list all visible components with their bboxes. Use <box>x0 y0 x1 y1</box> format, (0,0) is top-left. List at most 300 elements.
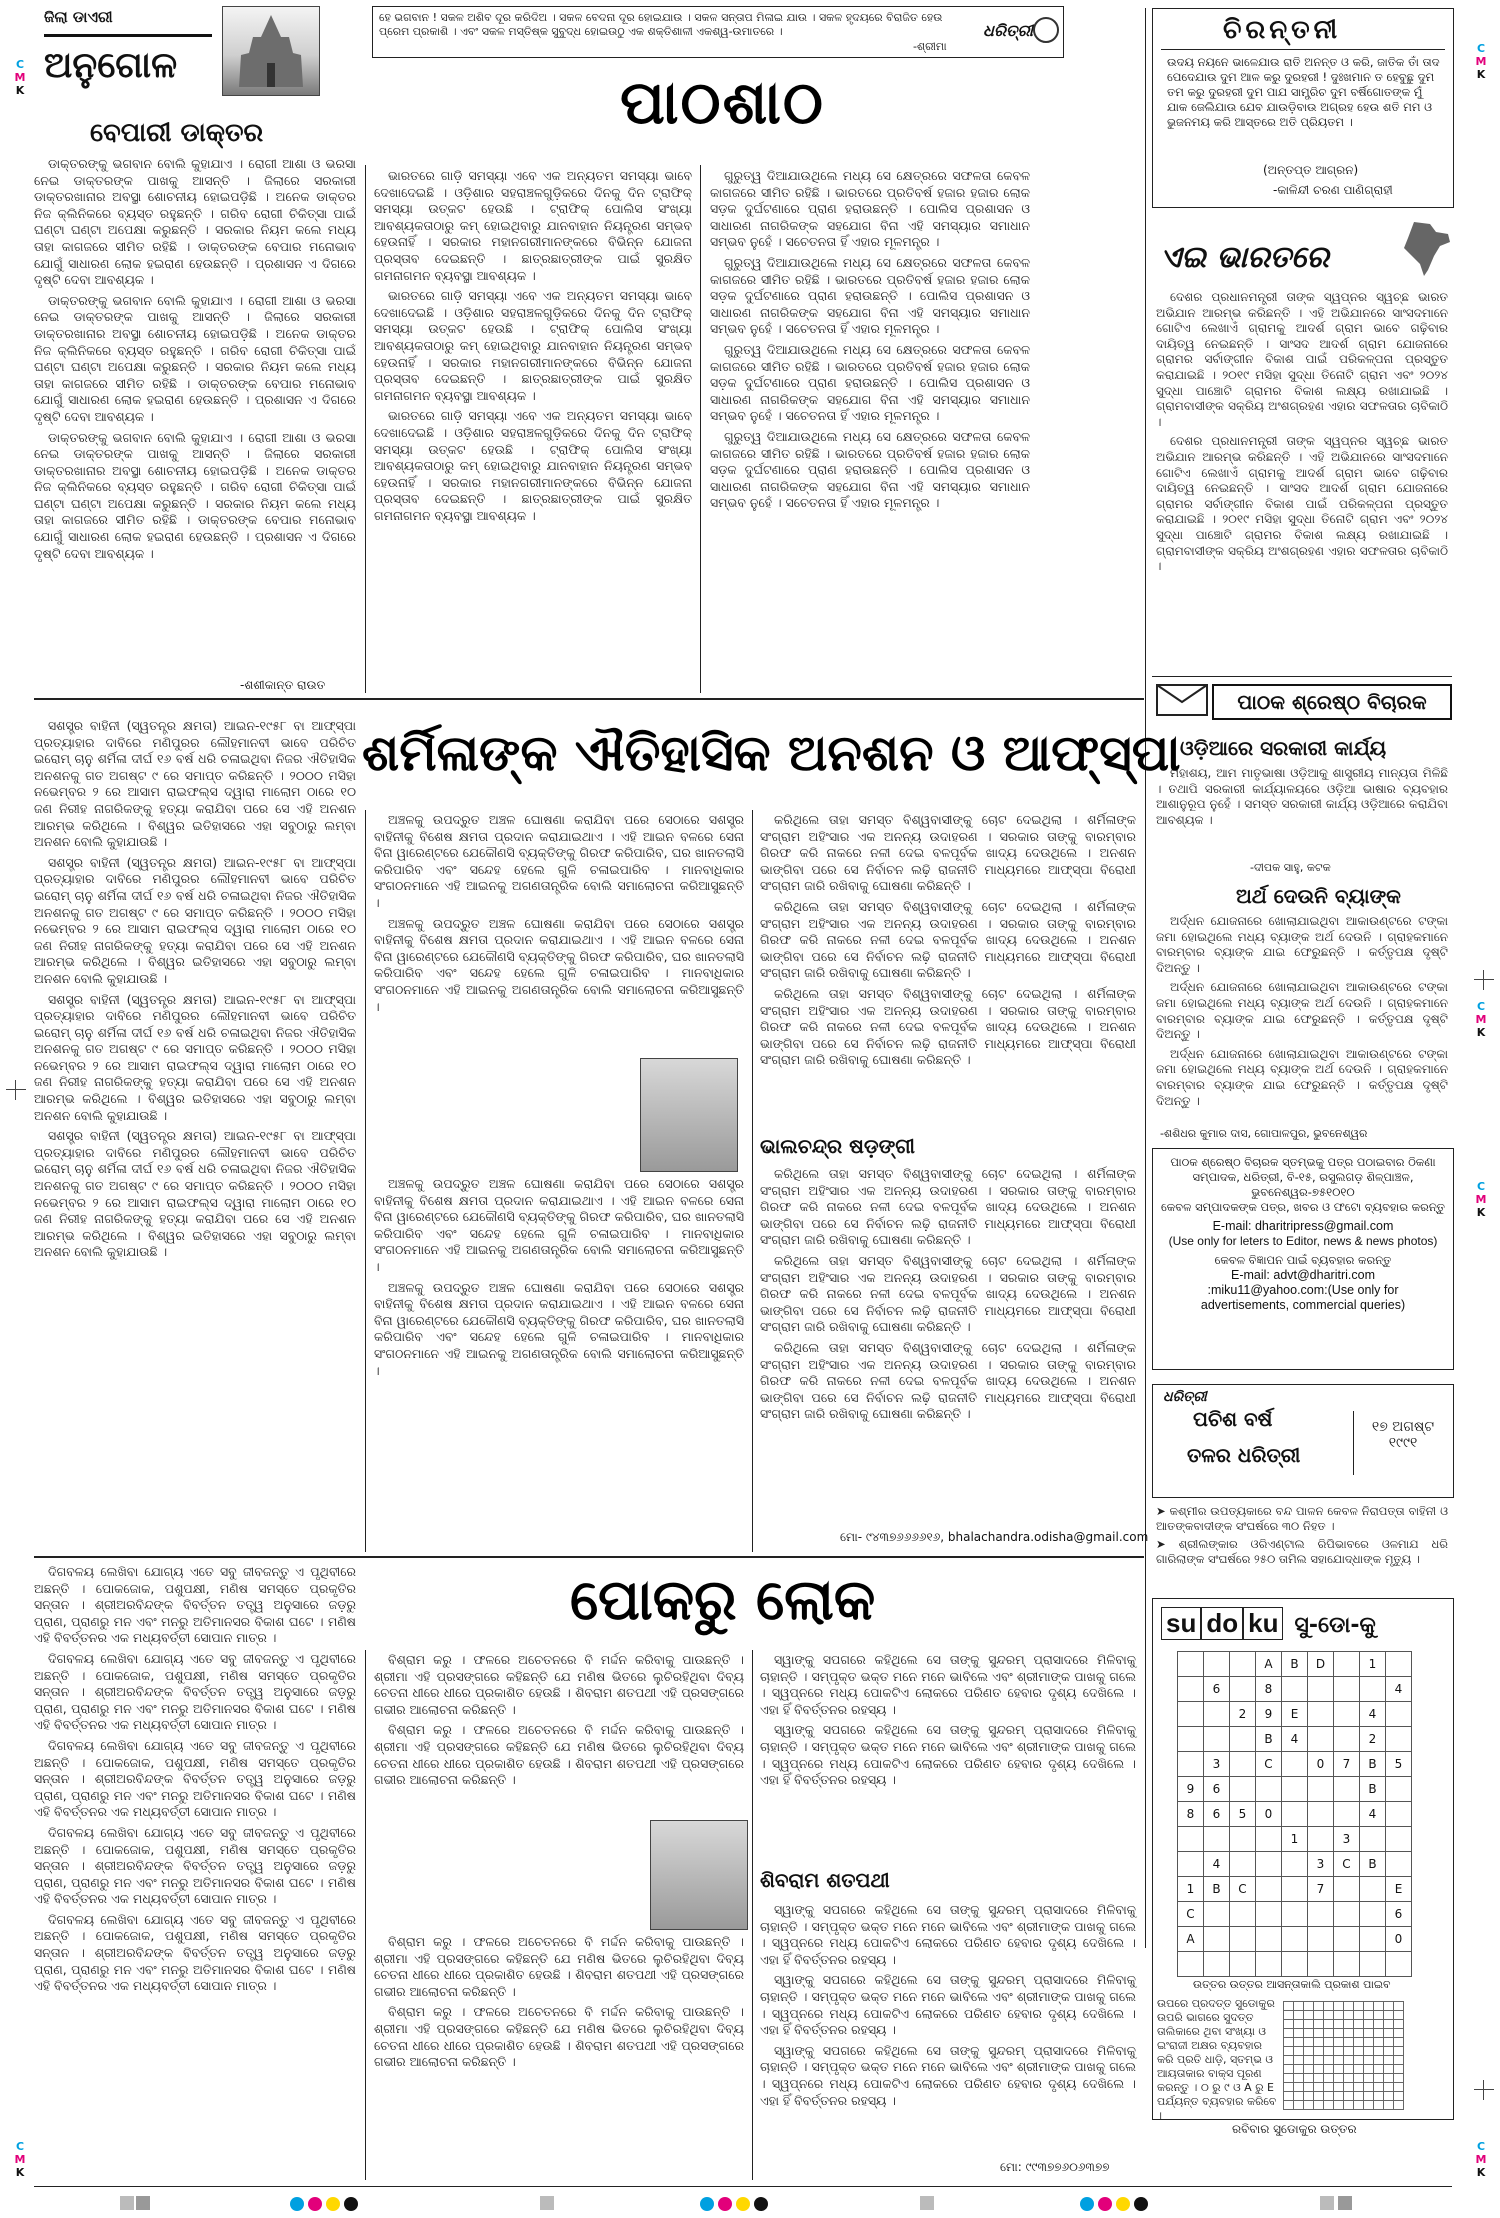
sudoku-cell <box>1204 1827 1230 1852</box>
solution-cell <box>1394 2038 1404 2047</box>
solution-cell <box>1294 2074 1304 2083</box>
solution-cell <box>1394 2092 1404 2101</box>
sudoku-cell: 2 <box>1230 1702 1256 1727</box>
sudoku-cell: B <box>1360 1777 1386 1802</box>
sudoku-cell <box>1334 1727 1360 1752</box>
solution-cell <box>1334 2020 1344 2029</box>
solution-cell <box>1394 2065 1404 2074</box>
pokaru-col-2: ବିଶ୍ରାମ କରୁ । ଫଳରେ ଅଚେତନରେ ବି ମର୍ଦ୍ଦନ କରିବାକୁ ପାଉଛନ୍ତି । ଶ୍ରୀମା ଏହି ପ୍ରସଙ୍ଗରେ କହିଛନ୍ତି ଯେ ମଣିଷ ଭିତରେ ଲୁଚିରହିଥିବା ଦିବ୍ୟ ଚେତନା ଧୀରେ ଧୀରେ ପ୍ରକାଶିତ ହେଉଛି । ଶିବରାମ ଶତପଥୀ ଏହି ପ୍ରସଙ୍ଗରେ ଗଭୀର ଆଲୋଚନା କରିଛନ୍ତି । ବିଶ୍ରାମ କରୁ । ଫଳରେ ଅଚେତନରେ ବି ମର୍ଦ୍ଦନ କରିବାକୁ ପାଉଛନ୍ତି । ଶ୍ରୀମା ଏହି ପ୍ରସଙ୍ଗରେ କହିଛନ୍ତି ଯେ ମଣିଷ ଭିତରେ ଲୁଚିରହିଥିବା ଦିବ୍ୟ ଚେତନା ଧୀରେ ଧୀରେ ପ୍ରକାଶିତ ହେଉଛି । ଶିବରାମ ଶତପଥୀ ଏହି ପ୍ରସଙ୍ଗରେ ଗଭୀର ଆଲୋଚନା କରିଛନ୍ତି । <box>374 1652 744 1788</box>
solution-cell <box>1314 2002 1324 2011</box>
history-item-2: ➤ ଶ୍ରୀଲଙ୍କାର ଓରିଏଣ୍ଟାଲ ରିପିଭାବରେ ଓଳମାଯ ଧରି ଗାରିଲାଙ୍କ ସଂଘର୍ଷରେ ୨୫୦ ତାମିଲ ସହାଯୋଦ୍ଧାଙ୍କ ମୃତ୍ୟୁ । <box>1156 1537 1449 1566</box>
sudoku-cell <box>1178 1652 1204 1677</box>
sharmila-headline: ଶର୍ମିଳାଙ୍କ ଐତିହାସିକ ଅନଶନ ଓ ଆଫ୍‌ସ୍ପା <box>362 724 1181 782</box>
solution-cell <box>1284 2029 1294 2038</box>
letter-2-title: ଅର୍ଥ ଦେଉନି ବ୍ୟାଙ୍କ <box>1236 884 1401 908</box>
sudoku-cell: 0 <box>1308 1752 1334 1777</box>
chirantani-poem: ଉଦୟ ନୟନେ ଭାଳେଯାଉ ରାତି ଅନନ୍ତ ଓ କରି, ଜାତିକ ତାଁ ତାଦ ପେଦେଯାଉ ଦୁମ ଆଳ କରୁ ଦୁରହରୀ ! ଦୁଃଖମାନ ତ ହେବୁଛୁ ଦୁମ ତମ କରୁ ଦୁରହରୀ ଦୁମ ପାଯ ସାମ୍ପ୍ରିଚ ଦୁମ ବର୍ଷିଗୋତଙ୍କ ମୁଁ ଯାକ ଜେଲିଯାଉ ଯେବ ଯାଉଡ଼ିବାଉ ଅଗ୍ରହ ହେଉ ଶତି ମମ ଓ ଭୁଜନମୟ କରି ଆସ୍ତରେ ଅତି ପ୍ରିୟତମ । <box>1167 55 1440 129</box>
sudoku-cell <box>1282 1777 1308 1802</box>
sudoku-cell <box>1386 1727 1412 1752</box>
chirantani-source: (ଅନ୍ତପ୍ତ ଆଗ୍ରନ) <box>1263 163 1359 177</box>
solution-cell <box>1374 2056 1384 2065</box>
solution-cell <box>1364 2011 1374 2020</box>
envelope-icon <box>1156 684 1208 716</box>
solution-cell <box>1314 2083 1324 2092</box>
sudoku-cell <box>1334 1777 1360 1802</box>
solution-cell <box>1354 2092 1364 2101</box>
sudoku-cell: D <box>1308 1652 1334 1677</box>
solution-cell <box>1344 2083 1354 2092</box>
sudoku-cell <box>1360 1677 1386 1702</box>
solution-row <box>1284 2047 1404 2056</box>
sudoku-answer-label: ରବିବାର ସୁଡୋକୁର ଉତ୍ତର <box>1232 2122 1357 2136</box>
sudoku-cell <box>1230 1852 1256 1877</box>
section-title: ପାଠଶାଠ <box>620 68 825 138</box>
sudoku-cell <box>1230 1827 1256 1852</box>
sharmila-col-2b: ଅଞ୍ଚଳକୁ ଉପଦ୍ରୁତ ଅଞ୍ଚଳ ଘୋଷଣା କରାଯିବା ପରେ ସେଠାରେ ସଶସ୍ତ୍ର ବାହିନୀକୁ ବିଶେଷ କ୍ଷମତା ପ୍ରଦାନ କରାଯାଇଥାଏ । ଏହି ଆଇନ ବଳରେ ସେନା ବିନା ୱାରେଣ୍ଟରେ ଯେକୌଣସି ବ୍ୟକ୍ତିଙ୍କୁ ଗିରଫ କରିପାରିବ, ଘର ଖାନତଲାସି କରିପାରିବ ଏବଂ ସନ୍ଦେହ ହେଲେ ଗୁଳି ଚଳାଇପାରିବ । ମାନବାଧିକାର ସଂଗଠନମାନେ ଏହି ଆଇନକୁ ଅଗଣତାନ୍ତ୍ରିକ ବୋଲି ସମାଲୋଚନା କରିଆସୁଛନ୍ତି । ଅଞ୍ଚଳକୁ ଉପଦ୍ରୁତ ଅଞ୍ଚଳ ଘୋଷଣା କରାଯିବା ପରେ ସେଠାରେ ସଶସ୍ତ୍ର ବାହିନୀକୁ ବିଶେଷ କ୍ଷମତା ପ୍ରଦାନ କରାଯାଇଥାଏ । ଏହି ଆଇନ ବଳରେ ସେନା ବିନା ୱାରେଣ୍ଟରେ ଯେକୌଣସି ବ୍ୟକ୍ତିଙ୍କୁ ଗିରଫ କରିପାରିବ, ଘର ଖାନତଲାସି କରିପାରିବ ଏବଂ ସନ୍ଦେହ ହେଲେ ଗୁଳି ଚଳାଇପାରିବ । ମାନବାଧିକାର ସଂଗଠନମାନେ ଏହି ଆଇନକୁ ଅଗଣତାନ୍ତ୍ରିକ ବୋଲି ସମାଲୋଚନା କରିଆସୁଛନ୍ତି । <box>374 1176 744 1378</box>
solution-cell <box>1364 2101 1374 2110</box>
solution-cell <box>1334 2011 1344 2020</box>
solution-cell <box>1334 2074 1344 2083</box>
solution-cell <box>1364 2002 1374 2011</box>
pokaru-author-contact: ମୋ: ୯୯୩୭୭୬୦୬୩୭୭ <box>1000 2160 1110 2174</box>
bharat-body: ଦେଶର ପ୍ରଧାନମନ୍ତ୍ରୀ ତାଙ୍କ ସ୍ୱପ୍ନର ସ୍ୱଚ୍ଛ ଭାରତ ଅଭିଯାନ ଆରମ୍ଭ କରିଛନ୍ତି । ଏହି ଅଭିଯାନରେ ସାଂସଦମାନେ ଗୋଟିଏ ଲେଖାଏଁ ଗ୍ରାମକୁ ଆଦର୍ଶ ଗ୍ରାମ ଭାବେ ଗଢ଼ିବାର ଦାୟିତ୍ୱ ନେଇଛନ୍ତି । ସାଂସଦ ଆଦର୍ଶ ଗ୍ରାମ ଯୋଜନାରେ ଗ୍ରାମର ସର୍ବାଙ୍ଗୀନ ବିକାଶ ପାଇଁ ପରିକଳ୍ପନା ପ୍ରସ୍ତୁତ କରାଯାଇଛି । ୨୦୧୯ ମସିହା ସୁଦ୍ଧା ତିନୋଟି ଗ୍ରାମ ଏବଂ ୨୦୨୪ ସୁଦ୍ଧା ପାଞ୍ଚୋଟି ଗ୍ରାମର ବିକାଶ ଲକ୍ଷ୍ୟ ରଖାଯାଇଛି । ଗ୍ରାମବାସୀଙ୍କ ସକ୍ରିୟ ଅଂଶଗ୍ରହଣ ଏହାର ସଫଳତାର ଚାବିକାଠି । ଦେଶର ପ୍ରଧାନମନ୍ତ୍ରୀ ତାଙ୍କ ସ୍ୱପ୍ନର ସ୍ୱଚ୍ଛ ଭାରତ ଅଭିଯାନ ଆରମ୍ଭ କରିଛନ୍ତି । ଏହି ଅଭିଯାନରେ ସାଂସଦମାନେ ଗୋଟିଏ ଲେଖାଏଁ ଗ୍ରାମକୁ ଆଦର୍ଶ ଗ୍ରାମ ଭାବେ ଗଢ଼ିବାର ଦାୟିତ୍ୱ ନେଇଛନ୍ତି । ସାଂସଦ ଆଦର୍ଶ ଗ୍ରାମ ଯୋଜନାରେ ଗ୍ରାମର ସର୍ବାଙ୍ଗୀନ ବିକାଶ ପାଇଁ ପରିକଳ୍ପନା ପ୍ରସ୍ତୁତ କରାଯାଇଛି । ୨୦୧୯ ମସିହା ସୁଦ୍ଧା ତିନୋଟି ଗ୍ରାମ ଏବଂ ୨୦୨୪ ସୁଦ୍ଧା ପାଞ୍ଚୋଟି ଗ୍ରାମର ବିକାଶ ଲକ୍ଷ୍ୟ ରଖାଯାଇଛି । ଗ୍ରାମବାସୀଙ୍କ ସକ୍ରିୟ ଅଂଶଗ୍ରହଣ ଏହାର ସଫଳତାର ଚାବିକାଠି । <box>1156 290 1448 574</box>
sudoku-cell <box>1308 1777 1334 1802</box>
sun-icon <box>1033 17 1059 43</box>
solution-cell <box>1344 2065 1354 2074</box>
solution-cell <box>1314 2038 1324 2047</box>
solution-cell <box>1304 2056 1314 2065</box>
solution-cell <box>1304 2020 1314 2029</box>
sudoku-cell <box>1256 1852 1282 1877</box>
solution-row <box>1284 2011 1404 2020</box>
solution-cell <box>1344 2047 1354 2056</box>
pokaru-col-3: ସ୍ୱାଙ୍କୁ ସପଗରେ କହିଥିଲେ ସେ ତାଙ୍କୁ ସୁନ୍ଦରମ୍ ପ୍ରାସାଦରେ ମିଳିବାକୁ ଚାହାନ୍ତି । ସମ୍ପୃକ୍ତ ଭକ୍ତ ମନେ ମନେ ଭାବିଲେ ଏବଂ ଶ୍ରୀମାଙ୍କ ପାଖକୁ ଗଲେ । ସ୍ୱପ୍ନରେ ମଧ୍ୟ ପୋକଟିଏ ଲୋକରେ ପରିଣତ ହେବାର ଦୃଶ୍ୟ ଦେଖିଲେ । ଏହା ହିଁ ବିବର୍ତ୍ତନର ରହସ୍ୟ । ସ୍ୱାଙ୍କୁ ସପଗରେ କହିଥିଲେ ସେ ତାଙ୍କୁ ସୁନ୍ଦରମ୍ ପ୍ରାସାଦରେ ମିଳିବାକୁ ଚାହାନ୍ତି । ସମ୍ପୃକ୍ତ ଭକ୍ତ ମନେ ମନେ ଭାବିଲେ ଏବଂ ଶ୍ରୀମାଙ୍କ ପାଖକୁ ଗଲେ । ସ୍ୱପ୍ନରେ ମଧ୍ୟ ପୋକଟିଏ ଲୋକରେ ପରିଣତ ହେବାର ଦୃଶ୍ୟ ଦେଖିଲେ । ଏହା ହିଁ ବିବର୍ତ୍ତନର ରହସ୍ୟ । <box>760 1652 1136 1788</box>
email-advt[interactable]: E-mail: advt@dharitri.com <box>1231 1268 1375 1282</box>
sudoku-cell: B <box>1256 1727 1282 1752</box>
sudoku-grid <box>1177 1651 1412 1977</box>
sudoku-cell <box>1334 1952 1360 1977</box>
solution-cell <box>1394 2083 1404 2092</box>
solution-cell <box>1314 2101 1324 2110</box>
solution-cell <box>1394 2002 1404 2011</box>
sudoku-cell <box>1386 1952 1412 1977</box>
history-items <box>1156 1504 1448 1594</box>
sudoku-row <box>1178 1752 1412 1777</box>
letter-1-title: ଓଡ଼ିଆରେ ସରକାରୀ କାର୍ଯ୍ୟ <box>1180 736 1387 760</box>
solution-cell <box>1344 2029 1354 2038</box>
sudoku-cell: E <box>1282 1702 1308 1727</box>
sudoku-cell <box>1256 1827 1282 1852</box>
sudoku-cell <box>1178 1827 1204 1852</box>
sudoku-cell <box>1230 1927 1256 1952</box>
solution-cell <box>1394 2029 1404 2038</box>
sudoku-cell <box>1334 1802 1360 1827</box>
sudoku-cell: 7 <box>1308 1877 1334 1902</box>
gray-swatch <box>120 2196 134 2210</box>
chirantani-box <box>1152 8 1454 208</box>
sudoku-cell <box>1334 1702 1360 1727</box>
sudoku-cell <box>1308 1952 1334 1977</box>
sudoku-cell <box>1386 1802 1412 1827</box>
sudoku-cell <box>1282 1927 1308 1952</box>
sudoku-cell <box>1308 1677 1334 1702</box>
solution-cell <box>1294 2092 1304 2101</box>
solution-cell <box>1384 2083 1394 2092</box>
history-title-1: ପଚିଶ ବର୍ଷ <box>1193 1407 1273 1431</box>
solution-cell <box>1394 2011 1404 2020</box>
solution-cell <box>1314 2092 1324 2101</box>
solution-cell <box>1324 2065 1334 2074</box>
letter-1-body: ମହାଶୟ, ଆମ ମାତୃଭାଷା ଓଡ଼ିଆକୁ ଶାସ୍ତ୍ରୀୟ ମାନ୍ୟତା ମିଳିଛି । ତଥାପି ସରକାରୀ କାର୍ଯ୍ୟାଳୟରେ ଓଡ଼ିଆ ଭାଷାର ବ୍ୟବହାର ଆଶାନୁରୂପ ନୁହେଁ । ସମସ୍ତ ସରକାରୀ କାର୍ଯ୍ୟ ଓଡ଼ିଆରେ କରାଯିବା ଆବଶ୍ୟକ । <box>1156 766 1448 827</box>
solution-cell <box>1294 2038 1304 2047</box>
cmk-marker-bottom-right: C M K <box>1475 2140 1487 2179</box>
pokaru-author-name: ଶିବରାମ ଶତପଥୀ <box>760 1868 890 1892</box>
sudoku-cell <box>1178 1752 1204 1777</box>
sudoku-cell <box>1178 1727 1204 1752</box>
solution-cell <box>1364 2029 1374 2038</box>
solution-cell <box>1364 2047 1374 2056</box>
solution-cell <box>1364 2065 1374 2074</box>
sudoku-title: su do ku ସୁ-ଡୋ-କୁ <box>1161 1607 1376 1640</box>
sudoku-cell: 4 <box>1386 1677 1412 1702</box>
gray-swatch <box>1320 2196 1334 2210</box>
solution-cell <box>1374 2083 1384 2092</box>
sudoku-cell <box>1230 1952 1256 1977</box>
dharitri-logo: ଧରିତ୍ରୀ <box>983 21 1033 40</box>
solution-cell <box>1394 2056 1404 2065</box>
solution-cell <box>1394 2020 1404 2029</box>
sudoku-cell <box>1230 1777 1256 1802</box>
pokaru-col-3b: ସ୍ୱାଙ୍କୁ ସପଗରେ କହିଥିଲେ ସେ ତାଙ୍କୁ ସୁନ୍ଦରମ୍ ପ୍ରାସାଦରେ ମିଳିବାକୁ ଚାହାନ୍ତି । ସମ୍ପୃକ୍ତ ଭକ୍ତ ମନେ ମନେ ଭାବିଲେ ଏବଂ ଶ୍ରୀମାଙ୍କ ପାଖକୁ ଗଲେ । ସ୍ୱପ୍ନରେ ମଧ୍ୟ ପୋକଟିଏ ଲୋକରେ ପରିଣତ ହେବାର ଦୃଶ୍ୟ ଦେଖିଲେ । ଏହା ହିଁ ବିବର୍ତ୍ତନର ରହସ୍ୟ । ସ୍ୱାଙ୍କୁ ସପଗରେ କହିଥିଲେ ସେ ତାଙ୍କୁ ସୁନ୍ଦରମ୍ ପ୍ରାସାଦରେ ମିଳିବାକୁ ଚାହାନ୍ତି । ସମ୍ପୃକ୍ତ ଭକ୍ତ ମନେ ମନେ ଭାବିଲେ ଏବଂ ଶ୍ରୀମାଙ୍କ ପାଖକୁ ଗଲେ । ସ୍ୱପ୍ନରେ ମଧ୍ୟ ପୋକଟିଏ ଲୋକରେ ପରିଣତ ହେବାର ଦୃଶ୍ୟ ଦେଖିଲେ । ଏହା ହିଁ ବିବର୍ତ୍ତନର ରହସ୍ୟ । ସ୍ୱାଙ୍କୁ ସପଗରେ କହିଥିଲେ ସେ ତାଙ୍କୁ ସୁନ୍ଦରମ୍ ପ୍ରାସାଦରେ ମିଳିବାକୁ ଚାହାନ୍ତି । ସମ୍ପୃକ୍ତ ଭକ୍ତ ମନେ ମନେ ଭାବିଲେ ଏବଂ ଶ୍ରୀମାଙ୍କ ପାଖକୁ ଗଲେ । ସ୍ୱପ୍ନରେ ମଧ୍ୟ ପୋକଟିଏ ଲୋକରେ ପରିଣତ ହେବାର ଦୃଶ୍ୟ ଦେଖିଲେ । ଏହା ହିଁ ବିବର୍ତ୍ତନର ରହସ୍ୟ । <box>760 1902 1136 2108</box>
sudoku-cell <box>1360 1927 1386 1952</box>
solution-cell <box>1284 2038 1294 2047</box>
editorial-col-1: ଭାରତରେ ଗାଡ଼ି ସମସ୍ୟା ଏବେ ଏକ ଅନ୍ୟତମ ସମସ୍ୟା ଭାବେ ଦେଖାଦେଇଛି । ଓଡ଼ିଶାର ସହରାଞ୍ଚଳଗୁଡ଼ିକରେ ଦିନକୁ ଦିନ ଟ୍ରାଫିକ୍ ସମସ୍ୟା ଉତ୍କଟ ହେଉଛି । ଟ୍ରାଫିକ୍ ପୋଲିସ ସଂଖ୍ୟା ଆବଶ୍ୟକତାଠାରୁ କମ୍ ହୋଇଥିବାରୁ ଯାନବାହାନ ନିୟନ୍ତ୍ରଣ ସମ୍ଭବ ହେଉନାହିଁ । ସରକାର ମହାନଗରୀମାନଙ୍କରେ ବିଭିନ୍ନ ଯୋଜନା ପ୍ରସ୍ତାବ ଦେଇଛନ୍ତି । ଛାତ୍ରଛାତ୍ରୀଙ୍କ ପାଇଁ ସୁରକ୍ଷିତ ଗମନାଗମନ ବ୍ୟବସ୍ଥା ଆବଶ୍ୟକ । ଭାରତରେ ଗାଡ଼ି ସମସ୍ୟା ଏବେ ଏକ ଅନ୍ୟତମ ସମସ୍ୟା ଭାବେ ଦେଖାଦେଇଛି । ଓଡ଼ିଶାର ସହରାଞ୍ଚଳଗୁଡ଼ିକରେ ଦିନକୁ ଦିନ ଟ୍ରାଫିକ୍ ସମସ୍ୟା ଉତ୍କଟ ହେଉଛି । ଟ୍ରାଫିକ୍ ପୋଲିସ ସଂଖ୍ୟା ଆବଶ୍ୟକତାଠାରୁ କମ୍ ହୋଇଥିବାରୁ ଯାନବାହାନ ନିୟନ୍ତ୍ରଣ ସମ୍ଭବ ହେଉନାହିଁ । ସରକାର ମହାନଗରୀମାନଙ୍କରେ ବିଭିନ୍ନ ଯୋଜନା ପ୍ରସ୍ତାବ ଦେଇଛନ୍ତି । ଛାତ୍ରଛାତ୍ରୀଙ୍କ ପାଇଁ ସୁରକ୍ଷିତ ଗମନାଗମନ ବ୍ୟବସ୍ଥା ଆବଶ୍ୟକ । ଭାରତରେ ଗାଡ଼ି ସମସ୍ୟା ଏବେ ଏକ ଅନ୍ୟତମ ସମସ୍ୟା ଭାବେ ଦେଖାଦେଇଛି । ଓଡ଼ିଶାର ସହରାଞ୍ଚଳଗୁଡ଼ିକରେ ଦିନକୁ ଦିନ ଟ୍ରାଫିକ୍ ସମସ୍ୟା ଉତ୍କଟ ହେଉଛି । ଟ୍ରାଫିକ୍ ପୋଲିସ ସଂଖ୍ୟା ଆବଶ୍ୟକତାଠାରୁ କମ୍ ହୋଇଥିବାରୁ ଯାନବାହାନ ନିୟନ୍ତ୍ରଣ ସମ୍ଭବ ହେଉନାହିଁ । ସରକାର ମହାନଗରୀମାନଙ୍କରେ ବିଭିନ୍ନ ଯୋଜନା ପ୍ରସ୍ତାବ ଦେଇଛନ୍ତି । ଛାତ୍ରଛାତ୍ରୀଙ୍କ ପାଇଁ ସୁରକ୍ଷିତ ଗମନାଗମନ ବ୍ୟବସ୍ଥା ଆବଶ୍ୟକ । <box>374 168 692 523</box>
district-name: ଅନୁଗୋଳ <box>44 34 212 95</box>
solution-cell <box>1374 2101 1384 2110</box>
letter-2-author: -ଶଶିଧର କୁମାର ଦାସ, ଗୋପାଳପୁର, ଭୁବନେଶ୍ୱର <box>1160 1127 1368 1140</box>
sharmila-col-3b: କରିଥିଲେ ତାହା ସମସ୍ତ ବିଶ୍ୱବାସୀଙ୍କୁ ଚୋଟ ଦେଇଥିଲା । ଶର୍ମିଳାଙ୍କ ସଂଗ୍ରାମ ଅହିଂସାର ଏକ ଅନନ୍ୟ ଉଦାହରଣ । ସରକାର ତାଙ୍କୁ ବାରମ୍ବାର ଗିରଫ କରି ନାକରେ ନଳୀ ଦେଇ ବଳପୂର୍ବକ ଖାଦ୍ୟ ଦେଉଥିଲେ । ଅନଶନ ଭାଙ୍ଗିବା ପରେ ସେ ନିର୍ବାଚନ ଲଢ଼ି ରାଜନୀତି ମାଧ୍ୟମରେ ଆଫ୍‌ସ୍ପା ବିରୋଧୀ ସଂଗ୍ରାମ ଜାରି ରଖିବାକୁ ଘୋଷଣା କରିଛନ୍ତି । କରିଥିଲେ ତାହା ସମସ୍ତ ବିଶ୍ୱବାସୀଙ୍କୁ ଚୋଟ ଦେଇଥିଲା । ଶର୍ମିଳାଙ୍କ ସଂଗ୍ରାମ ଅହିଂସାର ଏକ ଅନନ୍ୟ ଉଦାହରଣ । ସରକାର ତାଙ୍କୁ ବାରମ୍ବାର ଗିରଫ କରି ନାକରେ ନଳୀ ଦେଇ ବଳପୂର୍ବକ ଖାଦ୍ୟ ଦେଉଥିଲେ । ଅନଶନ ଭାଙ୍ଗିବା ପରେ ସେ ନିର୍ବାଚନ ଲଢ଼ି ରାଜନୀତି ମାଧ୍ୟମରେ ଆଫ୍‌ସ୍ପା ବିରୋଧୀ ସଂଗ୍ରାମ ଜାରି ରଖିବାକୁ ଘୋଷଣା କରିଛନ୍ତି । କରିଥିଲେ ତାହା ସମସ୍ତ ବିଶ୍ୱବାସୀଙ୍କୁ ଚୋଟ ଦେଇଥିଲା । ଶର୍ମିଳାଙ୍କ ସଂଗ୍ରାମ ଅହିଂସାର ଏକ ଅନନ୍ୟ ଉଦାହରଣ । ସରକାର ତାଙ୍କୁ ବାରମ୍ବାର ଗିରଫ କରି ନାକରେ ନଳୀ ଦେଇ ବଳପୂର୍ବକ ଖାଦ୍ୟ ଦେଉଥିଲେ । ଅନଶନ ଭାଙ୍ଗିବା ପରେ ସେ ନିର୍ବାଚନ ଲଢ଼ି ରାଜନୀତି ମାଧ୍ୟମରେ ଆଫ୍‌ସ୍ପା ବିରୋଧୀ ସଂଗ୍ରାମ ଜାରି ରଖିବାକୁ ଘୋଷଣା କରିଛନ୍ତି । <box>760 1166 1136 1422</box>
solution-cell <box>1334 2092 1344 2101</box>
sharmila-author-contact: ମୋ- ୯୪୩୭୬୬୬୬୧୬, bhalachandra.odisha@gmail.com <box>840 1530 1149 1544</box>
solution-cell <box>1314 2047 1324 2056</box>
registration-mark <box>1474 970 1494 990</box>
contact-line: କେବଳ ସମ୍ପାଦକଙ୍କ ପତ୍ର, ଖବର ଓ ଫଟୋ ବ୍ୟବହାର କରନ୍ତୁ <box>1161 1200 1445 1214</box>
solution-cell <box>1304 2011 1314 2020</box>
sudoku-row <box>1178 1677 1412 1702</box>
sudoku-cell: 8 <box>1256 1677 1282 1702</box>
solution-cell <box>1324 2056 1334 2065</box>
sudoku-row <box>1178 1927 1412 1952</box>
solution-cell <box>1384 2065 1394 2074</box>
solution-cell <box>1304 2065 1314 2074</box>
solution-cell <box>1364 2038 1374 2047</box>
solution-cell <box>1374 2047 1384 2056</box>
sudoku-cell: 6 <box>1204 1777 1230 1802</box>
solution-cell <box>1284 2020 1294 2029</box>
solution-cell <box>1304 2002 1314 2011</box>
sudoku-cell <box>1282 1752 1308 1777</box>
sudoku-cell <box>1360 1902 1386 1927</box>
sudoku-cell <box>1308 1927 1334 1952</box>
sudoku-instructions: ଉପରେ ପ୍ରଦତ୍ତ ସୁଡୋକୁର ଉପରି ଭାଗରେ ସୁଦତ୍ତ ତାଲିକାରେ ଥିବା ସଂଖ୍ୟା ଓ ଇଂରାଜୀ ଅକ୍ଷର ବ୍ୟବହାର କରି ପ୍ରତି ଧାଡ଼ି, ସ୍ତମ୍ଭ ଓ ଆୟତାକାର ବାକ୍ସ ପୂରଣ କରନ୍ତୁ । ୦ ରୁ ୯ ଓ A ରୁ E ପର୍ଯ୍ୟନ୍ତ ବ୍ୟବହାର କରିବେ । <box>1157 1997 1277 2122</box>
sudoku-box <box>1152 1598 1454 2120</box>
temple-icon <box>223 7 319 95</box>
sudoku-cell: C <box>1230 1877 1256 1902</box>
solution-cell <box>1394 2101 1404 2110</box>
sudoku-row <box>1178 1827 1412 1852</box>
sudoku-cell <box>1360 1952 1386 1977</box>
cmyk-dots <box>290 2196 362 2215</box>
sudoku-cell <box>1282 1677 1308 1702</box>
solution-cell <box>1284 2056 1294 2065</box>
solution-cell <box>1324 2047 1334 2056</box>
sudoku-cell: C <box>1256 1752 1282 1777</box>
sudoku-row <box>1178 1852 1412 1877</box>
solution-cell <box>1354 2056 1364 2065</box>
sudoku-cell: C <box>1334 1852 1360 1877</box>
sudoku-cell: 3 <box>1204 1752 1230 1777</box>
solution-cell <box>1344 2011 1354 2020</box>
solution-cell <box>1294 2047 1304 2056</box>
solution-cell <box>1294 2056 1304 2065</box>
sudoku-cell <box>1178 1852 1204 1877</box>
solution-row <box>1284 2020 1404 2029</box>
contact-address: ସମ୍ପାଦକ, ଧରିତ୍ରୀ, ବି-୧୫, ରସୁଲଗଡ଼ ଶିଳ୍ପାଞ୍ଚଳ, ଭୁବନେଶ୍ୱର-୭୫୧୦୧୦ <box>1192 1170 1414 1199</box>
sudoku-cell: 3 <box>1308 1852 1334 1877</box>
sudoku-row <box>1178 1652 1412 1677</box>
solution-cell <box>1284 2074 1294 2083</box>
solution-cell <box>1334 2002 1344 2011</box>
author-photo-bhalachandra <box>640 1058 738 1172</box>
solution-cell <box>1324 2029 1334 2038</box>
solution-cell <box>1384 2020 1394 2029</box>
history-title-2: ତଳର ଧରିତ୍ରୀ <box>1187 1443 1301 1467</box>
solution-cell <box>1324 2020 1334 2029</box>
solution-cell <box>1374 2029 1384 2038</box>
solution-cell <box>1284 2065 1294 2074</box>
solution-cell <box>1314 2011 1324 2020</box>
solution-cell <box>1364 2074 1374 2083</box>
gray-swatch <box>540 2196 554 2210</box>
solution-cell <box>1304 2038 1314 2047</box>
solution-cell <box>1384 2038 1394 2047</box>
solution-cell <box>1324 2083 1334 2092</box>
gray-swatch <box>1338 2196 1352 2210</box>
sudoku-cell <box>1230 1652 1256 1677</box>
sudoku-cell <box>1282 1802 1308 1827</box>
sudoku-cell <box>1334 1652 1360 1677</box>
email-yahoo[interactable]: :miku11@yahoo.com:(Use only for <box>1207 1283 1399 1297</box>
history-box <box>1152 1384 1454 1498</box>
sudoku-cell: 6 <box>1386 1902 1412 1927</box>
sudoku-cell: 4 <box>1204 1852 1230 1877</box>
sudoku-cell: 6 <box>1204 1802 1230 1827</box>
letters-title: ପାଠକ ଶ୍ରେଷ୍ଠ ବିଚାରକ <box>1212 684 1452 720</box>
solution-cell <box>1294 2101 1304 2110</box>
solution-cell <box>1384 2092 1394 2101</box>
contact-title: ପାଠକ ଶ୍ରେଷ୍ଠ ବିଚାରକ ସ୍ତମ୍ଭକୁ ପତ୍ର ପଠାଇବାର ଠିକଣା <box>1170 1155 1436 1169</box>
quote-box <box>372 6 1064 58</box>
solution-cell <box>1304 2074 1314 2083</box>
solution-cell <box>1314 2056 1324 2065</box>
chirantani-author: -କାଳିନ୍ଦୀ ଚରଣ ପାଣିଗ୍ରାହୀ <box>1273 183 1393 197</box>
sudoku-row <box>1178 1802 1412 1827</box>
sudoku-row <box>1178 1702 1412 1727</box>
solution-cell <box>1284 2092 1294 2101</box>
solution-cell <box>1304 2083 1314 2092</box>
sudoku-cell: 1 <box>1360 1652 1386 1677</box>
solution-cell <box>1294 2011 1304 2020</box>
sudoku-cell <box>1386 1852 1412 1877</box>
solution-row <box>1284 2056 1404 2065</box>
india-map-icon <box>1400 220 1452 278</box>
sudoku-cell: B <box>1360 1752 1386 1777</box>
solution-cell <box>1314 2065 1324 2074</box>
editorial-col-2: ଗୁରୁତ୍ୱ ଦିଆଯାଉଥିଲେ ମଧ୍ୟ ସେ କ୍ଷେତ୍ରରେ ସଫଳତା କେବଳ କାଗଜରେ ସୀମିତ ରହିଛି । ଭାରତରେ ପ୍ରତିବର୍ଷ ହଜାର ହଜାର ଲୋକ ସଡ଼କ ଦୁର୍ଘଟଣାରେ ପ୍ରାଣ ହରାଉଛନ୍ତି । ପୋଲିସ ପ୍ରଶାସନ ଓ ସାଧାରଣ ନାଗରିକଙ୍କ ସହଯୋଗ ବିନା ଏହି ସମସ୍ୟାର ସମାଧାନ ସମ୍ଭବ ନୁହେଁ । ସଚେତନତା ହିଁ ଏହାର ମୂଳମନ୍ତ୍ର । ଗୁରୁତ୍ୱ ଦିଆଯାଉଥିଲେ ମଧ୍ୟ ସେ କ୍ଷେତ୍ରରେ ସଫଳତା କେବଳ କାଗଜରେ ସୀମିତ ରହିଛି । ଭାରତରେ ପ୍ରତିବର୍ଷ ହଜାର ହଜାର ଲୋକ ସଡ଼କ ଦୁର୍ଘଟଣାରେ ପ୍ରାଣ ହରାଉଛନ୍ତି । ପୋଲିସ ପ୍ରଶାସନ ଓ ସାଧାରଣ ନାଗରିକଙ୍କ ସହଯୋଗ ବିନା ଏହି ସମସ୍ୟାର ସମାଧାନ ସମ୍ଭବ ନୁହେଁ । ସଚେତନତା ହିଁ ଏହାର ମୂଳମନ୍ତ୍ର । ଗୁରୁତ୍ୱ ଦିଆଯାଉଥିଲେ ମଧ୍ୟ ସେ କ୍ଷେତ୍ରରେ ସଫଳତା କେବଳ କାଗଜରେ ସୀମିତ ରହିଛି । ଭାରତରେ ପ୍ରତିବର୍ଷ ହଜାର ହଜାର ଲୋକ ସଡ଼କ ଦୁର୍ଘଟଣାରେ ପ୍ରାଣ ହରାଉଛନ୍ତି । ପୋଲିସ ପ୍ରଶାସନ ଓ ସାଧାରଣ ନାଗରିକଙ୍କ ସହଯୋଗ ବିନା ଏହି ସମସ୍ୟାର ସମାଧାନ ସମ୍ଭବ ନୁହେଁ । ସଚେତନତା ହିଁ ଏହାର ମୂଳମନ୍ତ୍ର । ଗୁରୁତ୍ୱ ଦିଆଯାଉଥିଲେ ମଧ୍ୟ ସେ କ୍ଷେତ୍ରରେ ସଫଳତା କେବଳ କାଗଜରେ ସୀମିତ ରହିଛି । ଭାରତରେ ପ୍ରତିବର୍ଷ ହଜାର ହଜାର ଲୋକ ସଡ଼କ ଦୁର୍ଘଟଣାରେ ପ୍ରାଣ ହରାଉଛନ୍ତି । ପୋଲିସ ପ୍ରଶାସନ ଓ ସାଧାରଣ ନାଗରିକଙ୍କ ସହଯୋଗ ବିନା ଏହି ସମସ୍ୟାର ସମାଧାନ ସମ୍ଭବ ନୁହେଁ । ସଚେତନତା ହିଁ ଏହାର ମୂଳମନ୍ତ୍ର । <box>710 168 1030 511</box>
district-story-author: -ଶଶୀକାନ୍ତ ରାଉତ <box>240 678 326 692</box>
solution-cell <box>1374 2002 1384 2011</box>
contact-box <box>1152 1148 1454 1370</box>
sudoku-cell <box>1334 1677 1360 1702</box>
sudoku-cell: B <box>1204 1877 1230 1902</box>
sudoku-cell: B <box>1282 1652 1308 1677</box>
sudoku-cell: C <box>1178 1902 1204 1927</box>
solution-cell <box>1324 2101 1334 2110</box>
bharat-title: ଏଇ ଭାରତରେ <box>1160 240 1329 275</box>
history-brand: ଧରିତ୍ରୀ <box>1163 1389 1207 1405</box>
sudoku-cell: 4 <box>1360 1702 1386 1727</box>
registration-mark <box>6 1080 26 1100</box>
solution-cell <box>1344 2074 1354 2083</box>
email-yahoo-note: advertisements, commercial queries) <box>1200 1298 1406 1312</box>
cmyk-dots <box>700 2196 772 2215</box>
district-story-body: ଡାକ୍ତରଙ୍କୁ ଭଗବାନ ବୋଲି କୁହାଯାଏ । ରୋଗୀ ଆଶା ଓ ଭରସା ନେଇ ଡାକ୍ତରଙ୍କ ପାଖକୁ ଆସନ୍ତି । ଜିଲାରେ ସରକାରୀ ଡାକ୍ତରଖାନାର ଅବସ୍ଥା ଶୋଚନୀୟ ହୋଇପଡ଼ିଛି । ଅନେକ ଡାକ୍ତର ନିଜ କ୍ଲିନିକରେ ବ୍ୟସ୍ତ ରହୁଛନ୍ତି । ଗରିବ ରୋଗୀ ଚିକିତ୍ସା ପାଇଁ ଘଣ୍ଟା ଘଣ୍ଟା ଅପେକ୍ଷା କରୁଛନ୍ତି । ସରକାର ନିୟମ କଲେ ମଧ୍ୟ ତାହା କାଗଜରେ ସୀମିତ ରହିଛି । ଡାକ୍ତରଙ୍କ ବେପାର ମନୋଭାବ ଯୋଗୁଁ ସାଧାରଣ ଲୋକ ହଇରାଣ ହେଉଛନ୍ତି । ପ୍ରଶାସନ ଏ ଦିଗରେ ଦୃଷ୍ଟି ଦେବା ଆବଶ୍ୟକ । ଡାକ୍ତରଙ୍କୁ ଭଗବାନ ବୋଲି କୁହାଯାଏ । ରୋଗୀ ଆଶା ଓ ଭରସା ନେଇ ଡାକ୍ତରଙ୍କ ପାଖକୁ ଆସନ୍ତି । ଜିଲାରେ ସରକାରୀ ଡାକ୍ତରଖାନାର ଅବସ୍ଥା ଶୋଚନୀୟ ହୋଇପଡ଼ିଛି । ଅନେକ ଡାକ୍ତର ନିଜ କ୍ଲିନିକରେ ବ୍ୟସ୍ତ ରହୁଛନ୍ତି । ଗରିବ ରୋଗୀ ଚିକିତ୍ସା ପାଇଁ ଘଣ୍ଟା ଘଣ୍ଟା ଅପେକ୍ଷା କରୁଛନ୍ତି । ସରକାର ନିୟମ କଲେ ମଧ୍ୟ ତାହା କାଗଜରେ ସୀମିତ ରହିଛି । ଡାକ୍ତରଙ୍କ ବେପାର ମନୋଭାବ ଯୋଗୁଁ ସାଧାରଣ ଲୋକ ହଇରାଣ ହେଉଛନ୍ତି । ପ୍ରଶାସନ ଏ ଦିଗରେ ଦୃଷ୍ଟି ଦେବା ଆବଶ୍ୟକ । ଡାକ୍ତରଙ୍କୁ ଭଗବାନ ବୋଲି କୁହାଯାଏ । ରୋଗୀ ଆଶା ଓ ଭରସା ନେଇ ଡାକ୍ତରଙ୍କ ପାଖକୁ ଆସନ୍ତି । ଜିଲାରେ ସରକାରୀ ଡାକ୍ତରଖାନାର ଅବସ୍ଥା ଶୋଚନୀୟ ହୋଇପଡ଼ିଛି । ଅନେକ ଡାକ୍ତର ନିଜ କ୍ଲିନିକରେ ବ୍ୟସ୍ତ ରହୁଛନ୍ତି । ଗରିବ ରୋଗୀ ଚିକିତ୍ସା ପାଇଁ ଘଣ୍ଟା ଘଣ୍ଟା ଅପେକ୍ଷା କରୁଛନ୍ତି । ସରକାର ନିୟମ କଲେ ମଧ୍ୟ ତାହା କାଗଜରେ ସୀମିତ ରହିଛି । ଡାକ୍ତରଙ୍କ ବେପାର ମନୋଭାବ ଯୋଗୁଁ ସାଧାରଣ ଲୋକ ହଇରାଣ ହେଉଛନ୍ତି । ପ୍ରଶାସନ ଏ ଦିଗରେ ଦୃଷ୍ଟି ଦେବା ଆବଶ୍ୟକ । <box>34 156 356 561</box>
email-editor-note: (Use only for leters to Editor, news & news photos) <box>1168 1234 1438 1248</box>
sudoku-cell: 2 <box>1360 1727 1386 1752</box>
solution-cell <box>1374 2038 1384 2047</box>
sudoku-cell: 3 <box>1334 1827 1360 1852</box>
solution-cell <box>1314 2020 1324 2029</box>
sudoku-cell <box>1334 1877 1360 1902</box>
solution-cell <box>1334 2065 1344 2074</box>
solution-cell <box>1384 2074 1394 2083</box>
solution-cell <box>1324 2092 1334 2101</box>
pokaru-headline: ପୋକରୁ ଲୋକ <box>570 1568 876 1633</box>
solution-cell <box>1354 2011 1364 2020</box>
solution-cell <box>1324 2011 1334 2020</box>
solution-row <box>1284 2065 1404 2074</box>
sudoku-cell <box>1386 1827 1412 1852</box>
sudoku-cell <box>1308 1902 1334 1927</box>
sharmila-col-1: ସଶସ୍ତ୍ର ବାହିନୀ (ସ୍ୱତନ୍ତ୍ର କ୍ଷମତା) ଆଇନ-୧୯୫୮ ବା ଆଫ୍‌ସ୍ପା ପ୍ରତ୍ୟାହାର ଦାବିରେ ମଣିପୁରର ଲୌହମାନବୀ ଭାବେ ପରିଚିତ ଇରୋମ୍ ଚାନୁ ଶର୍ମିଳା ଦୀର୍ଘ ୧୬ ବର୍ଷ ଧରି ଚଳାଇଥିବା ନିଜର ଐତିହାସିକ ଅନଶନକୁ ଗତ ଅଗଷ୍ଟ ୯ ରେ ସମାପ୍ତ କରିଛନ୍ତି । ୨୦୦୦ ମସିହା ନଭେମ୍ବର ୨ ରେ ଆସାମ ରାଇଫଲ୍ସ ଦ୍ୱାରା ମାଲୋମ ଠାରେ ୧୦ ଜଣ ନିରୀହ ନାଗରିକଙ୍କୁ ହତ୍ୟା କରାଯିବା ପରେ ସେ ଏହି ଅନଶନ ଆରମ୍ଭ କରିଥିଲେ । ବିଶ୍ୱର ଇତିହାସରେ ଏହା ସବୁଠାରୁ ଲମ୍ବା ଅନଶନ ବୋଲି କୁହାଯାଉଛି । ସଶସ୍ତ୍ର ବାହିନୀ (ସ୍ୱତନ୍ତ୍ର କ୍ଷମତା) ଆଇନ-୧୯୫୮ ବା ଆଫ୍‌ସ୍ପା ପ୍ରତ୍ୟାହାର ଦାବିରେ ମଣିପୁରର ଲୌହମାନବୀ ଭାବେ ପରିଚିତ ଇରୋମ୍ ଚାନୁ ଶର୍ମିଳା ଦୀର୍ଘ ୧୬ ବର୍ଷ ଧରି ଚଳାଇଥିବା ନିଜର ଐତିହାସିକ ଅନଶନକୁ ଗତ ଅଗଷ୍ଟ ୯ ରେ ସମାପ୍ତ କରିଛନ୍ତି । ୨୦୦୦ ମସିହା ନଭେମ୍ବର ୨ ରେ ଆସାମ ରାଇଫଲ୍ସ ଦ୍ୱାରା ମାଲୋମ ଠାରେ ୧୦ ଜଣ ନିରୀହ ନାଗରିକଙ୍କୁ ହତ୍ୟା କରାଯିବା ପରେ ସେ ଏହି ଅନଶନ ଆରମ୍ଭ କରିଥିଲେ । ବିଶ୍ୱର ଇତିହାସରେ ଏହା ସବୁଠାରୁ ଲମ୍ବା ଅନଶନ ବୋଲି କୁହାଯାଉଛି । ସଶସ୍ତ୍ର ବାହିନୀ (ସ୍ୱତନ୍ତ୍ର କ୍ଷମତା) ଆଇନ-୧୯୫୮ ବା ଆଫ୍‌ସ୍ପା ପ୍ରତ୍ୟାହାର ଦାବିରେ ମଣିପୁରର ଲୌହମାନବୀ ଭାବେ ପରିଚିତ ଇରୋମ୍ ଚାନୁ ଶର୍ମିଳା ଦୀର୍ଘ ୧୬ ବର୍ଷ ଧରି ଚଳାଇଥିବା ନିଜର ଐତିହାସିକ ଅନଶନକୁ ଗତ ଅଗଷ୍ଟ ୯ ରେ ସମାପ୍ତ କରିଛନ୍ତି । ୨୦୦୦ ମସିହା ନଭେମ୍ବର ୨ ରେ ଆସାମ ରାଇଫଲ୍ସ ଦ୍ୱାରା ମାଲୋମ ଠାରେ ୧୦ ଜଣ ନିରୀହ ନାଗରିକଙ୍କୁ ହତ୍ୟା କରାଯିବା ପରେ ସେ ଏହି ଅନଶନ ଆରମ୍ଭ କରିଥିଲେ । ବିଶ୍ୱର ଇତିହାସରେ ଏହା ସବୁଠାରୁ ଲମ୍ବା ଅନଶନ ବୋଲି କୁହାଯାଉଛି । ସଶସ୍ତ୍ର ବାହିନୀ (ସ୍ୱତନ୍ତ୍ର କ୍ଷମତା) ଆଇନ-୧୯୫୮ ବା ଆଫ୍‌ସ୍ପା ପ୍ରତ୍ୟାହାର ଦାବିରେ ମଣିପୁରର ଲୌହମାନବୀ ଭାବେ ପରିଚିତ ଇରୋମ୍ ଚାନୁ ଶର୍ମିଳା ଦୀର୍ଘ ୧୬ ବର୍ଷ ଧରି ଚଳାଇଥିବା ନିଜର ଐତିହାସିକ ଅନଶନକୁ ଗତ ଅଗଷ୍ଟ ୯ ରେ ସମାପ୍ତ କରିଛନ୍ତି । ୨୦୦୦ ମସିହା ନଭେମ୍ବର ୨ ରେ ଆସାମ ରାଇଫଲ୍ସ ଦ୍ୱାରା ମାଲୋମ ଠାରେ ୧୦ ଜଣ ନିରୀହ ନାଗରିକଙ୍କୁ ହତ୍ୟା କରାଯିବା ପରେ ସେ ଏହି ଅନଶନ ଆରମ୍ଭ କରିଥିଲେ । ବିଶ୍ୱର ଇତିହାସରେ ଏହା ସବୁଠାରୁ ଲମ୍ବା ଅନଶନ ବୋଲି କୁହାଯାଉଛି । <box>34 718 356 1260</box>
sudoku-cell: A <box>1178 1927 1204 1952</box>
solution-cell <box>1364 2083 1374 2092</box>
solution-cell <box>1354 2038 1364 2047</box>
sudoku-cell <box>1204 1902 1230 1927</box>
sudoku-cell <box>1282 1852 1308 1877</box>
sudoku-cell <box>1178 1702 1204 1727</box>
sudoku-cell <box>1334 1902 1360 1927</box>
solution-cell <box>1344 2056 1354 2065</box>
solution-row <box>1284 2029 1404 2038</box>
history-date: ୧୭ ଅଗଷ୍ଟ ୧୯୯୧ <box>1371 1419 1435 1451</box>
cmk-marker-bottom-left: C M K <box>14 2140 26 2179</box>
letter-2-body: ଅର୍ଦ୍ଧନ ଯୋଜନାରେ ଖୋଲାଯାଇଥିବା ଆକାଉଣ୍ଟରେ ଟଙ୍କା ଜମା ହୋଇଥିଲେ ମଧ୍ୟ ବ୍ୟାଙ୍କ ଅର୍ଥ ଦେଉନି । ଗ୍ରାହକମାନେ ବାରମ୍ବାର ବ୍ୟାଙ୍କ ଯାଇ ଫେରୁଛନ୍ତି । କର୍ତ୍ତୃପକ୍ଷ ଦୃଷ୍ଟି ଦିଅନ୍ତୁ । ଅର୍ଦ୍ଧନ ଯୋଜନାରେ ଖୋଲାଯାଇଥିବା ଆକାଉଣ୍ଟରେ ଟଙ୍କା ଜମା ହୋଇଥିଲେ ମଧ୍ୟ ବ୍ୟାଙ୍କ ଅର୍ଥ ଦେଉନି । ଗ୍ରାହକମାନେ ବାରମ୍ବାର ବ୍ୟାଙ୍କ ଯାଇ ଫେରୁଛନ୍ତି । କର୍ତ୍ତୃପକ୍ଷ ଦୃଷ୍ଟି ଦିଅନ୍ତୁ । ଅର୍ଦ୍ଧନ ଯୋଜନାରେ ଖୋଲାଯାଇଥିବା ଆକାଉଣ୍ଟରେ ଟଙ୍କା ଜମା ହୋଇଥିଲେ ମଧ୍ୟ ବ୍ୟାଙ୍କ ଅର୍ଥ ଦେଉନି । ଗ୍ରାହକମାନେ ବାରମ୍ବାର ବ୍ୟାଙ୍କ ଯାଇ ଫେରୁଛନ୍ତି । କର୍ତ୍ତୃପକ୍ଷ ଦୃଷ୍ଟି ଦିଅନ୍ତୁ । <box>1156 914 1448 1108</box>
solution-cell <box>1354 2020 1364 2029</box>
solution-row <box>1284 2074 1404 2083</box>
sharmila-author-name: ଭାଲଚନ୍ଦ୍ର ଷଡ଼ଙ୍ଗୀ <box>760 1134 915 1158</box>
sudoku-cell <box>1230 1677 1256 1702</box>
sudoku-cell: B <box>1360 1852 1386 1877</box>
solution-cell <box>1384 2029 1394 2038</box>
solution-cell <box>1374 2074 1384 2083</box>
temple-photo <box>222 6 320 96</box>
solution-cell <box>1324 2074 1334 2083</box>
sudoku-cell <box>1256 1877 1282 1902</box>
solution-cell <box>1354 2047 1364 2056</box>
solution-cell <box>1354 2074 1364 2083</box>
sudoku-cell <box>1282 1902 1308 1927</box>
sudoku-cell <box>1256 1927 1282 1952</box>
solution-cell <box>1294 2029 1304 2038</box>
solution-cell <box>1384 2002 1394 2011</box>
cmk-marker-lower-right: C M K <box>1475 1180 1487 1219</box>
solution-cell <box>1294 2065 1304 2074</box>
sharmila-col-3: କରିଥିଲେ ତାହା ସମସ୍ତ ବିଶ୍ୱବାସୀଙ୍କୁ ଚୋଟ ଦେଇଥିଲା । ଶର୍ମିଳାଙ୍କ ସଂଗ୍ରାମ ଅହିଂସାର ଏକ ଅନନ୍ୟ ଉଦାହରଣ । ସରକାର ତାଙ୍କୁ ବାରମ୍ବାର ଗିରଫ କରି ନାକରେ ନଳୀ ଦେଇ ବଳପୂର୍ବକ ଖାଦ୍ୟ ଦେଉଥିଲେ । ଅନଶନ ଭାଙ୍ଗିବା ପରେ ସେ ନିର୍ବାଚନ ଲଢ଼ି ରାଜନୀତି ମାଧ୍ୟମରେ ଆଫ୍‌ସ୍ପା ବିରୋଧୀ ସଂଗ୍ରାମ ଜାରି ରଖିବାକୁ ଘୋଷଣା କରିଛନ୍ତି । କରିଥିଲେ ତାହା ସମସ୍ତ ବିଶ୍ୱବାସୀଙ୍କୁ ଚୋଟ ଦେଇଥିଲା । ଶର୍ମିଳାଙ୍କ ସଂଗ୍ରାମ ଅହିଂସାର ଏକ ଅନନ୍ୟ ଉଦାହରଣ । ସରକାର ତାଙ୍କୁ ବାରମ୍ବାର ଗିରଫ କରି ନାକରେ ନଳୀ ଦେଇ ବଳପୂର୍ବକ ଖାଦ୍ୟ ଦେଉଥିଲେ । ଅନଶନ ଭାଙ୍ଗିବା ପରେ ସେ ନିର୍ବାଚନ ଲଢ଼ି ରାଜନୀତି ମାଧ୍ୟମରେ ଆଫ୍‌ସ୍ପା ବିରୋଧୀ ସଂଗ୍ରାମ ଜାରି ରଖିବାକୁ ଘୋଷଣା କରିଛନ୍ତି । କରିଥିଲେ ତାହା ସମସ୍ତ ବିଶ୍ୱବାସୀଙ୍କୁ ଚୋଟ ଦେଇଥିଲା । ଶର୍ମିଳାଙ୍କ ସଂଗ୍ରାମ ଅହିଂସାର ଏକ ଅନନ୍ୟ ଉଦାହରଣ । ସରକାର ତାଙ୍କୁ ବାରମ୍ବାର ଗିରଫ କରି ନାକରେ ନଳୀ ଦେଇ ବଳପୂର୍ବକ ଖାଦ୍ୟ ଦେଉଥିଲେ । ଅନଶନ ଭାଙ୍ଗିବା ପରେ ସେ ନିର୍ବାଚନ ଲଢ଼ି ରାଜନୀତି ମାଧ୍ୟମରେ ଆଫ୍‌ସ୍ପା ବିରୋଧୀ ସଂଗ୍ରାମ ଜାରି ରଖିବାକୁ ଘୋଷଣା କରିଛନ୍ତି । <box>760 812 1136 1068</box>
sudoku-note: ଉତ୍ତର ଉତ୍ତର ଆସନ୍ତାକାଲି ପ୍ରକାଶ ପାଇବ <box>1193 1978 1391 1991</box>
sudoku-cell: 4 <box>1360 1802 1386 1827</box>
quote-text: ହେ ଭଗବାନ ! ସକଳ ଅଶିବ ଦୂର କରିଦିଅ । ସକଳ ବେଦନା ଦୂର ହୋଇଯାଉ । ସକଳ ସନ୍ତାପ ମିଳାଇ ଯାଉ । ସକଳ ହୃଦୟରେ ବିରାଜିତ ହେଉ ପ୍ରେମ ପ୍ରକାଶି । ଏବଂ ସକଳ ମସ୍ତିଷ୍କ ସୁବୁଦ୍ଧ ହୋଇଉଠୁ ଏକ ଶକ୍ତିଶାଳୀ ଏକଶ୍ୱ-ଉମାତରେ । <box>379 11 943 38</box>
sudoku-cell <box>1256 1777 1282 1802</box>
solution-cell <box>1304 2047 1314 2056</box>
solution-cell <box>1284 2047 1294 2056</box>
solution-cell <box>1374 2011 1384 2020</box>
sudoku-cell: 0 <box>1386 1927 1412 1952</box>
solution-cell <box>1364 2056 1374 2065</box>
sudoku-cell: 1 <box>1178 1877 1204 1902</box>
solution-cell <box>1304 2101 1314 2110</box>
solution-cell <box>1334 2083 1344 2092</box>
solution-cell <box>1384 2011 1394 2020</box>
sudoku-cell: E <box>1386 1877 1412 1902</box>
sudoku-cell <box>1334 1927 1360 1952</box>
color-bar <box>120 2196 1380 2214</box>
email-advt-note: କେବଳ ବିଜ୍ଞାପନ ପାଇଁ ବ୍ୟବହାର କରନ୍ତୁ <box>1214 1253 1392 1267</box>
sudoku-cell <box>1178 1952 1204 1977</box>
sudoku-cell <box>1386 1652 1412 1677</box>
solution-cell <box>1374 2092 1384 2101</box>
solution-cell <box>1344 2101 1354 2110</box>
solution-row <box>1284 2092 1404 2101</box>
email-editor[interactable]: E-mail: dharitripress@gmail.com <box>1212 1219 1394 1233</box>
sudoku-cell <box>1204 1702 1230 1727</box>
solution-cell <box>1344 2020 1354 2029</box>
solution-cell <box>1354 2101 1364 2110</box>
sudoku-cell: 6 <box>1204 1677 1230 1702</box>
solution-cell <box>1284 2083 1294 2092</box>
gray-swatch <box>920 2196 934 2210</box>
solution-cell <box>1354 2083 1364 2092</box>
solution-cell <box>1354 2065 1364 2074</box>
author-photo-shibaram <box>650 1820 748 1930</box>
sudoku-cell: 9 <box>1256 1702 1282 1727</box>
solution-cell <box>1364 2092 1374 2101</box>
solution-cell <box>1334 2029 1344 2038</box>
solution-cell <box>1394 2047 1404 2056</box>
solution-cell <box>1314 2074 1324 2083</box>
solution-cell <box>1374 2020 1384 2029</box>
sudoku-cell <box>1204 1652 1230 1677</box>
